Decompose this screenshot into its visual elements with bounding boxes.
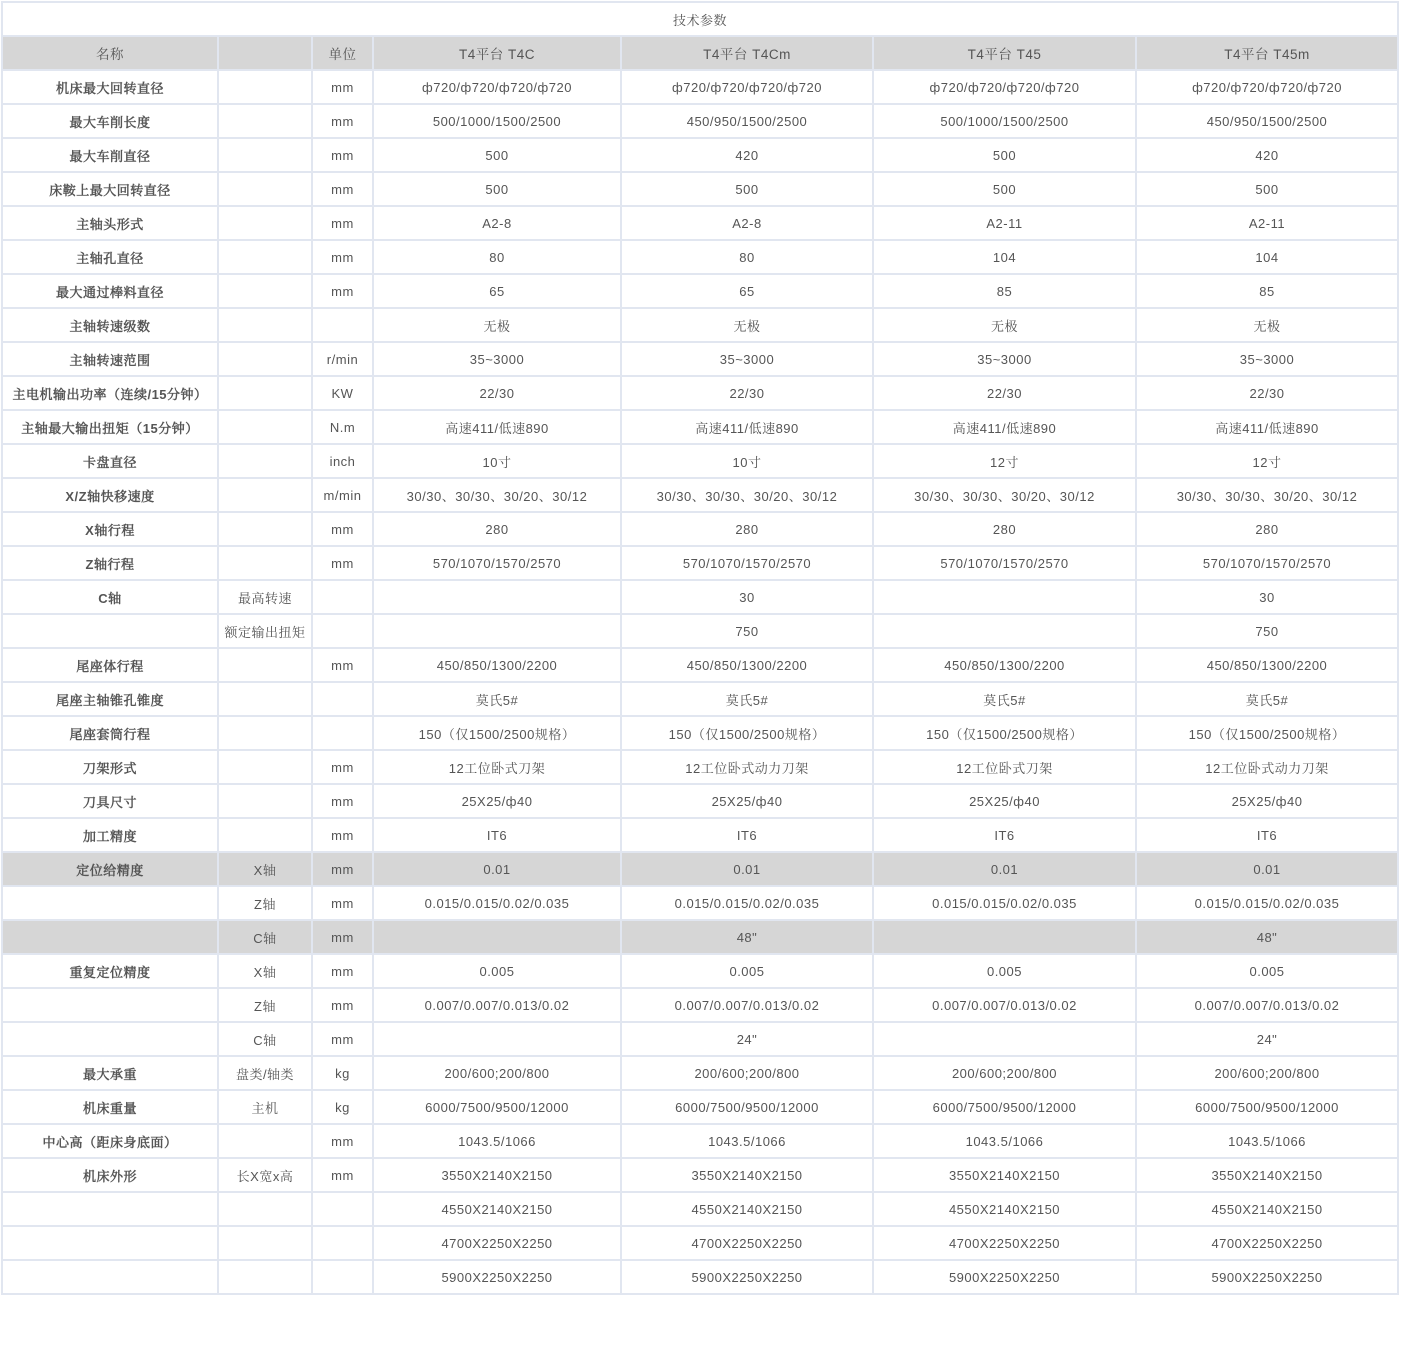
- unit-cell: N.m: [312, 410, 373, 444]
- t4cm-value-cell: IT6: [621, 818, 873, 852]
- unit-cell: mm: [312, 784, 373, 818]
- t4c-value-cell: 500: [373, 138, 621, 172]
- t45-value-cell: [873, 920, 1136, 954]
- table-row: [2, 648, 1398, 682]
- table-row: [2, 818, 1398, 852]
- t4cm-value-cell: 500: [621, 172, 873, 206]
- t4c-value-cell: 12工位卧式刀架: [373, 750, 621, 784]
- t45m-value-cell: 48": [1136, 920, 1398, 954]
- unit-cell: mm: [312, 920, 373, 954]
- table-row: [2, 784, 1398, 818]
- t45m-value-cell: 85: [1136, 274, 1398, 308]
- param-name-cell: [2, 988, 218, 1022]
- unit-cell: [312, 1260, 373, 1294]
- t45m-value-cell: 450/850/1300/2200: [1136, 648, 1398, 682]
- table-row: [2, 308, 1398, 342]
- table-row: [2, 886, 1398, 920]
- t45-value-cell: 4700X2250X2250: [873, 1226, 1136, 1260]
- t4c-value-cell: 6000/7500/9500/12000: [373, 1090, 621, 1124]
- header-row: [2, 36, 1398, 70]
- unit-cell: mm: [312, 240, 373, 274]
- t45m-value-cell: 12寸: [1136, 444, 1398, 478]
- table-row: [2, 376, 1398, 410]
- sub-item-cell: [218, 1260, 312, 1294]
- sub-item-cell: [218, 1226, 312, 1260]
- unit-cell: [312, 716, 373, 750]
- t45-value-cell: 3550X2140X2150: [873, 1158, 1136, 1192]
- t4c-value-cell: 35~3000: [373, 342, 621, 376]
- sub-item-cell: Z轴: [218, 886, 312, 920]
- t45-value-cell: 35~3000: [873, 342, 1136, 376]
- unit-cell: kg: [312, 1090, 373, 1124]
- t4cm-value-cell: 22/30: [621, 376, 873, 410]
- t45-value-cell: 12寸: [873, 444, 1136, 478]
- sub-item-cell: Z轴: [218, 988, 312, 1022]
- t4c-value-cell: 500/1000/1500/2500: [373, 104, 621, 138]
- t45m-value-cell: 莫氏5#: [1136, 682, 1398, 716]
- t45m-value-cell: 750: [1136, 614, 1398, 648]
- t4c-value-cell: A2-8: [373, 206, 621, 240]
- param-name-cell: 尾座体行程: [2, 648, 218, 682]
- unit-cell: mm: [312, 138, 373, 172]
- t45m-value-cell: 3550X2140X2150: [1136, 1158, 1398, 1192]
- sub-item-cell: 最高转速: [218, 580, 312, 614]
- t4c-value-cell: 0.007/0.007/0.013/0.02: [373, 988, 621, 1022]
- t45-value-cell: 500: [873, 138, 1136, 172]
- t45m-value-cell: 高速411/低速890: [1136, 410, 1398, 444]
- sub-item-cell: [218, 342, 312, 376]
- sub-item-cell: 主机: [218, 1090, 312, 1124]
- unit-cell: mm: [312, 954, 373, 988]
- param-name-cell: [2, 614, 218, 648]
- unit-cell: mm: [312, 104, 373, 138]
- param-name-cell: 主轴孔直径: [2, 240, 218, 274]
- column-header-param-name: 名称: [2, 36, 218, 70]
- sub-item-cell: C轴: [218, 1022, 312, 1056]
- column-header-sub-item: [218, 36, 312, 70]
- t45-value-cell: 104: [873, 240, 1136, 274]
- t45m-value-cell: 280: [1136, 512, 1398, 546]
- table-row: [2, 1192, 1398, 1226]
- sub-item-cell: X轴: [218, 954, 312, 988]
- table-row: [2, 478, 1398, 512]
- sub-item-cell: [218, 818, 312, 852]
- t4cm-value-cell: 35~3000: [621, 342, 873, 376]
- param-name-cell: 最大通过棒料直径: [2, 274, 218, 308]
- t4cm-value-cell: 200/600;200/800: [621, 1056, 873, 1090]
- t4cm-value-cell: 12工位卧式动力刀架: [621, 750, 873, 784]
- sub-item-cell: [218, 682, 312, 716]
- t4c-value-cell: 5900X2250X2250: [373, 1260, 621, 1294]
- table-row: [2, 410, 1398, 444]
- t4cm-value-cell: 48": [621, 920, 873, 954]
- sub-item-cell: [218, 104, 312, 138]
- t45-value-cell: 0.007/0.007/0.013/0.02: [873, 988, 1136, 1022]
- t4cm-value-cell: 10寸: [621, 444, 873, 478]
- t4c-value-cell: 25X25/ф40: [373, 784, 621, 818]
- t45-value-cell: [873, 1022, 1136, 1056]
- t4cm-value-cell: 750: [621, 614, 873, 648]
- t4c-value-cell: 65: [373, 274, 621, 308]
- t4c-value-cell: 570/1070/1570/2570: [373, 546, 621, 580]
- t4c-value-cell: 高速411/低速890: [373, 410, 621, 444]
- sub-item-cell: [218, 784, 312, 818]
- t4cm-value-cell: 65: [621, 274, 873, 308]
- table-row: [2, 954, 1398, 988]
- unit-cell: [312, 308, 373, 342]
- table-row: [2, 1090, 1398, 1124]
- t4cm-value-cell: 莫氏5#: [621, 682, 873, 716]
- t45m-value-cell: 0.005: [1136, 954, 1398, 988]
- sub-item-cell: [218, 648, 312, 682]
- unit-cell: inch: [312, 444, 373, 478]
- t4c-value-cell: 莫氏5#: [373, 682, 621, 716]
- t4c-value-cell: 150（仅1500/2500规格）: [373, 716, 621, 750]
- t4c-value-cell: 无极: [373, 308, 621, 342]
- table-row: [2, 1022, 1398, 1056]
- param-name-cell: 重复定位精度: [2, 954, 218, 988]
- t45-value-cell: IT6: [873, 818, 1136, 852]
- unit-cell: [312, 1192, 373, 1226]
- t45m-value-cell: 4550X2140X2150: [1136, 1192, 1398, 1226]
- t4cm-value-cell: 24": [621, 1022, 873, 1056]
- table-title: 技术参数: [2, 2, 1398, 36]
- t4cm-value-cell: 30/30、30/30、30/20、30/12: [621, 478, 873, 512]
- unit-cell: r/min: [312, 342, 373, 376]
- t4cm-value-cell: 1043.5/1066: [621, 1124, 873, 1158]
- param-name-cell: 尾座套筒行程: [2, 716, 218, 750]
- sub-item-cell: [218, 1192, 312, 1226]
- t4c-value-cell: [373, 1022, 621, 1056]
- t45m-value-cell: 450/950/1500/2500: [1136, 104, 1398, 138]
- table-row: [2, 852, 1398, 886]
- unit-cell: mm: [312, 546, 373, 580]
- sub-item-cell: [218, 546, 312, 580]
- column-header-t45m-value: T4平台 T45m: [1136, 36, 1398, 70]
- sub-item-cell: [218, 274, 312, 308]
- t45m-value-cell: 5900X2250X2250: [1136, 1260, 1398, 1294]
- sub-item-cell: [218, 70, 312, 104]
- t4cm-value-cell: 150（仅1500/2500规格）: [621, 716, 873, 750]
- param-name-cell: 最大承重: [2, 1056, 218, 1090]
- column-header-t4cm-value: T4平台 T4Cm: [621, 36, 873, 70]
- unit-cell: KW: [312, 376, 373, 410]
- t4cm-value-cell: 高速411/低速890: [621, 410, 873, 444]
- t4c-value-cell: 10寸: [373, 444, 621, 478]
- table-row: [2, 546, 1398, 580]
- unit-cell: [312, 580, 373, 614]
- t4c-value-cell: 500: [373, 172, 621, 206]
- t4cm-value-cell: 3550X2140X2150: [621, 1158, 873, 1192]
- unit-cell: mm: [312, 1124, 373, 1158]
- t45-value-cell: 6000/7500/9500/12000: [873, 1090, 1136, 1124]
- table-row: [2, 580, 1398, 614]
- t4cm-value-cell: 6000/7500/9500/12000: [621, 1090, 873, 1124]
- table-row: [2, 614, 1398, 648]
- t45-value-cell: 莫氏5#: [873, 682, 1136, 716]
- param-name-cell: 主轴最大输出扭矩（15分钟）: [2, 410, 218, 444]
- t45-value-cell: 500/1000/1500/2500: [873, 104, 1136, 138]
- table-row: [2, 988, 1398, 1022]
- t4c-value-cell: 22/30: [373, 376, 621, 410]
- param-name-cell: X轴行程: [2, 512, 218, 546]
- sub-item-cell: 额定输出扭矩: [218, 614, 312, 648]
- param-name-cell: X/Z轴快移速度: [2, 478, 218, 512]
- t45m-value-cell: ф720/ф720/ф720/ф720: [1136, 70, 1398, 104]
- sub-item-cell: [218, 444, 312, 478]
- t45-value-cell: 5900X2250X2250: [873, 1260, 1136, 1294]
- t4c-value-cell: 30/30、30/30、30/20、30/12: [373, 478, 621, 512]
- table-row: [2, 70, 1398, 104]
- unit-cell: mm: [312, 1022, 373, 1056]
- t45-value-cell: ф720/ф720/ф720/ф720: [873, 70, 1136, 104]
- table-row: [2, 920, 1398, 954]
- t45-value-cell: 0.005: [873, 954, 1136, 988]
- t45-value-cell: 570/1070/1570/2570: [873, 546, 1136, 580]
- t45-value-cell: 30/30、30/30、30/20、30/12: [873, 478, 1136, 512]
- unit-cell: mm: [312, 274, 373, 308]
- t45m-value-cell: A2-11: [1136, 206, 1398, 240]
- sub-item-cell: [218, 206, 312, 240]
- unit-cell: mm: [312, 988, 373, 1022]
- t4c-value-cell: 0.015/0.015/0.02/0.035: [373, 886, 621, 920]
- param-name-cell: [2, 1226, 218, 1260]
- param-name-cell: 定位给精度: [2, 852, 218, 886]
- sub-item-cell: [218, 240, 312, 274]
- t4c-value-cell: [373, 614, 621, 648]
- param-name-cell: 床鞍上最大回转直径: [2, 172, 218, 206]
- table-row: [2, 206, 1398, 240]
- t45m-value-cell: 25X25/ф40: [1136, 784, 1398, 818]
- t45m-value-cell: IT6: [1136, 818, 1398, 852]
- t4c-value-cell: 0.01: [373, 852, 621, 886]
- table-row: [2, 682, 1398, 716]
- table-row: [2, 1158, 1398, 1192]
- t45m-value-cell: 0.01: [1136, 852, 1398, 886]
- t45-value-cell: 500: [873, 172, 1136, 206]
- t4cm-value-cell: 0.005: [621, 954, 873, 988]
- table-row: [2, 104, 1398, 138]
- unit-cell: [312, 1226, 373, 1260]
- t4cm-value-cell: 4550X2140X2150: [621, 1192, 873, 1226]
- sub-item-cell: [218, 308, 312, 342]
- t4cm-value-cell: 80: [621, 240, 873, 274]
- t4cm-value-cell: 570/1070/1570/2570: [621, 546, 873, 580]
- t4cm-value-cell: 无极: [621, 308, 873, 342]
- param-name-cell: 机床重量: [2, 1090, 218, 1124]
- param-name-cell: 机床外形: [2, 1158, 218, 1192]
- sub-item-cell: [218, 138, 312, 172]
- unit-cell: m/min: [312, 478, 373, 512]
- param-name-cell: 卡盘直径: [2, 444, 218, 478]
- t4cm-value-cell: 4700X2250X2250: [621, 1226, 873, 1260]
- param-name-cell: [2, 886, 218, 920]
- t4c-value-cell: 4700X2250X2250: [373, 1226, 621, 1260]
- sub-item-cell: C轴: [218, 920, 312, 954]
- t45m-value-cell: 4700X2250X2250: [1136, 1226, 1398, 1260]
- unit-cell: mm: [312, 512, 373, 546]
- param-name-cell: 主轴转速级数: [2, 308, 218, 342]
- t45m-value-cell: 0.007/0.007/0.013/0.02: [1136, 988, 1398, 1022]
- t45-value-cell: [873, 580, 1136, 614]
- unit-cell: mm: [312, 206, 373, 240]
- t45m-value-cell: 6000/7500/9500/12000: [1136, 1090, 1398, 1124]
- table-row: [2, 1226, 1398, 1260]
- param-name-cell: 主轴转速范围: [2, 342, 218, 376]
- t4c-value-cell: 80: [373, 240, 621, 274]
- sub-item-cell: [218, 478, 312, 512]
- t45m-value-cell: 200/600;200/800: [1136, 1056, 1398, 1090]
- unit-cell: mm: [312, 1158, 373, 1192]
- table-row: [2, 512, 1398, 546]
- t4cm-value-cell: 450/950/1500/2500: [621, 104, 873, 138]
- t45m-value-cell: 1043.5/1066: [1136, 1124, 1398, 1158]
- t45m-value-cell: 35~3000: [1136, 342, 1398, 376]
- t4cm-value-cell: 0.007/0.007/0.013/0.02: [621, 988, 873, 1022]
- spec-table: [1, 1, 1399, 1295]
- t45m-value-cell: 无极: [1136, 308, 1398, 342]
- table-row: [2, 240, 1398, 274]
- sub-item-cell: [218, 1124, 312, 1158]
- t45m-value-cell: 24": [1136, 1022, 1398, 1056]
- table-row: [2, 750, 1398, 784]
- param-name-cell: 主轴头形式: [2, 206, 218, 240]
- unit-cell: [312, 682, 373, 716]
- column-header-t45-value: T4平台 T45: [873, 36, 1136, 70]
- param-name-cell: 尾座主轴锥孔锥度: [2, 682, 218, 716]
- t4cm-value-cell: A2-8: [621, 206, 873, 240]
- column-header-unit: 单位: [312, 36, 373, 70]
- t45m-value-cell: 30: [1136, 580, 1398, 614]
- t4cm-value-cell: 280: [621, 512, 873, 546]
- t45m-value-cell: 570/1070/1570/2570: [1136, 546, 1398, 580]
- table-row: [2, 1260, 1398, 1294]
- sub-item-cell: [218, 750, 312, 784]
- param-name-cell: 加工精度: [2, 818, 218, 852]
- t45m-value-cell: 0.015/0.015/0.02/0.035: [1136, 886, 1398, 920]
- unit-cell: mm: [312, 886, 373, 920]
- t45-value-cell: 150（仅1500/2500规格）: [873, 716, 1136, 750]
- unit-cell: mm: [312, 648, 373, 682]
- param-name-cell: 主电机输出功率（连续/15分钟）: [2, 376, 218, 410]
- sub-item-cell: 长X宽x高: [218, 1158, 312, 1192]
- unit-cell: kg: [312, 1056, 373, 1090]
- table-title-row: [2, 2, 1398, 36]
- sub-item-cell: 盘类/轴类: [218, 1056, 312, 1090]
- t45m-value-cell: 420: [1136, 138, 1398, 172]
- t45-value-cell: [873, 614, 1136, 648]
- t45-value-cell: 280: [873, 512, 1136, 546]
- t45m-value-cell: 150（仅1500/2500规格）: [1136, 716, 1398, 750]
- unit-cell: [312, 614, 373, 648]
- t4cm-value-cell: 0.015/0.015/0.02/0.035: [621, 886, 873, 920]
- unit-cell: mm: [312, 70, 373, 104]
- t45m-value-cell: 30/30、30/30、30/20、30/12: [1136, 478, 1398, 512]
- unit-cell: mm: [312, 750, 373, 784]
- t4c-value-cell: IT6: [373, 818, 621, 852]
- sub-item-cell: [218, 172, 312, 206]
- t4c-value-cell: 0.005: [373, 954, 621, 988]
- column-header-t4c-value: T4平台 T4C: [373, 36, 621, 70]
- t45-value-cell: 无极: [873, 308, 1136, 342]
- t4c-value-cell: [373, 920, 621, 954]
- t4cm-value-cell: 450/850/1300/2200: [621, 648, 873, 682]
- table-row: [2, 1124, 1398, 1158]
- unit-cell: mm: [312, 852, 373, 886]
- table-row: [2, 138, 1398, 172]
- param-name-cell: 机床最大回转直径: [2, 70, 218, 104]
- table-row: [2, 172, 1398, 206]
- t45-value-cell: 4550X2140X2150: [873, 1192, 1136, 1226]
- t4cm-value-cell: 5900X2250X2250: [621, 1260, 873, 1294]
- table-row: [2, 1056, 1398, 1090]
- t45-value-cell: 22/30: [873, 376, 1136, 410]
- t45-value-cell: 200/600;200/800: [873, 1056, 1136, 1090]
- t45-value-cell: 450/850/1300/2200: [873, 648, 1136, 682]
- sub-item-cell: [218, 512, 312, 546]
- t4cm-value-cell: 0.01: [621, 852, 873, 886]
- t45-value-cell: 0.01: [873, 852, 1136, 886]
- t4cm-value-cell: 25X25/ф40: [621, 784, 873, 818]
- sub-item-cell: [218, 716, 312, 750]
- sub-item-cell: [218, 410, 312, 444]
- param-name-cell: [2, 1192, 218, 1226]
- param-name-cell: 最大车削直径: [2, 138, 218, 172]
- param-name-cell: [2, 1022, 218, 1056]
- t45m-value-cell: 104: [1136, 240, 1398, 274]
- param-name-cell: [2, 1260, 218, 1294]
- table-row: [2, 342, 1398, 376]
- table-row: [2, 444, 1398, 478]
- t4c-value-cell: 450/850/1300/2200: [373, 648, 621, 682]
- t4c-value-cell: ф720/ф720/ф720/ф720: [373, 70, 621, 104]
- table-row: [2, 274, 1398, 308]
- t45-value-cell: 1043.5/1066: [873, 1124, 1136, 1158]
- t45-value-cell: 高速411/低速890: [873, 410, 1136, 444]
- param-name-cell: Z轴行程: [2, 546, 218, 580]
- param-name-cell: 最大车削长度: [2, 104, 218, 138]
- t45-value-cell: 25X25/ф40: [873, 784, 1136, 818]
- t45m-value-cell: 12工位卧式动力刀架: [1136, 750, 1398, 784]
- table-row: [2, 716, 1398, 750]
- t4cm-value-cell: ф720/ф720/ф720/ф720: [621, 70, 873, 104]
- t4c-value-cell: [373, 580, 621, 614]
- t45m-value-cell: 500: [1136, 172, 1398, 206]
- param-name-cell: C轴: [2, 580, 218, 614]
- t4cm-value-cell: 420: [621, 138, 873, 172]
- t45-value-cell: 85: [873, 274, 1136, 308]
- t45-value-cell: A2-11: [873, 206, 1136, 240]
- sub-item-cell: [218, 376, 312, 410]
- t4cm-value-cell: 30: [621, 580, 873, 614]
- t4c-value-cell: 200/600;200/800: [373, 1056, 621, 1090]
- unit-cell: mm: [312, 818, 373, 852]
- t4c-value-cell: 3550X2140X2150: [373, 1158, 621, 1192]
- t4c-value-cell: 1043.5/1066: [373, 1124, 621, 1158]
- t45m-value-cell: 22/30: [1136, 376, 1398, 410]
- param-name-cell: 中心高（距床身底面）: [2, 1124, 218, 1158]
- param-name-cell: 刀架形式: [2, 750, 218, 784]
- unit-cell: mm: [312, 172, 373, 206]
- t45-value-cell: 0.015/0.015/0.02/0.035: [873, 886, 1136, 920]
- sub-item-cell: X轴: [218, 852, 312, 886]
- t4c-value-cell: 4550X2140X2150: [373, 1192, 621, 1226]
- param-name-cell: 刀具尺寸: [2, 784, 218, 818]
- param-name-cell: [2, 920, 218, 954]
- t45-value-cell: 12工位卧式刀架: [873, 750, 1136, 784]
- t4c-value-cell: 280: [373, 512, 621, 546]
